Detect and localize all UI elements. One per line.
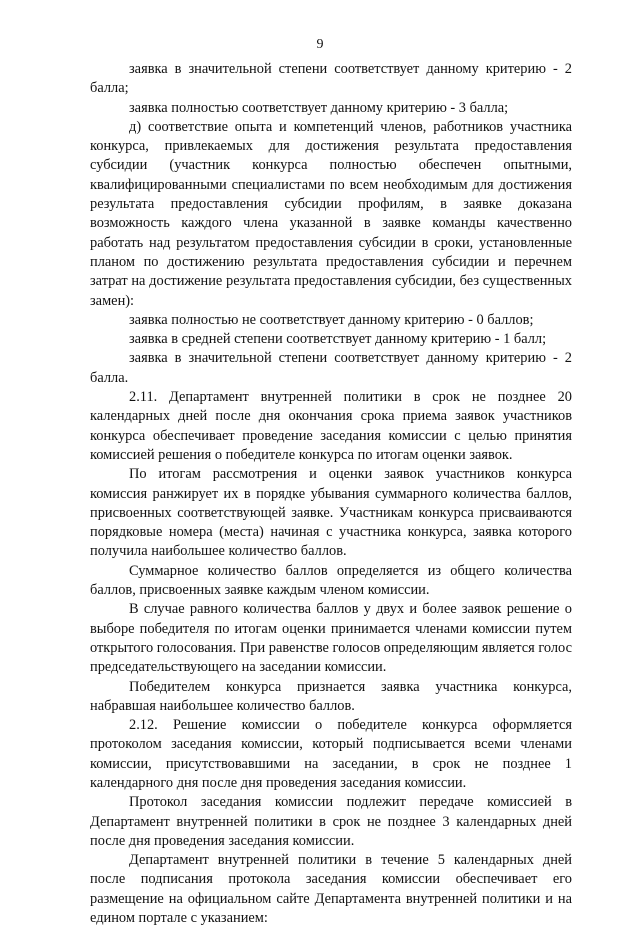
paragraph-ranking: По итогам рассмотрения и оценки заявок участников конкурса комиссия ранжирует их в порядке убывания суммарного количества баллов, присвоенных соответствующей заявке. Участникам конкурса присваиваются порядковые номера (места) начиная с участника конкурса, заявка которого получила наибольшее количество баллов. bbox=[90, 466, 572, 560]
paragraph-section-2-12: 2.12. Решение комиссии о победителе конкурса оформляется протоколом заседания комиссии, который подписывается всеми членами комиссии, присутствовавшими на заседании, в срок не позднее 1 календарного дня после дня проведения заседания комиссии. bbox=[90, 717, 572, 791]
document-body bbox=[90, 60, 572, 928]
paragraph-tie-vote: В случае равного количества баллов у двух и более заявок решение о выборе победителя по итогам оценки принимается членами комиссии путем открытого голосования. При равенстве голосов определяющим является голос председательствующего на заседании комиссии. bbox=[90, 601, 572, 676]
paragraph-section-2-11: 2.11. Департамент внутренней политики в срок не позднее 20 календарных дней после дня окончания срока приема заявок участников конкурса обеспечивает проведение заседания комиссии с целью принятия комиссией решения о победителе конкурса по итогам оценки заявок. bbox=[90, 389, 572, 463]
paragraph-criterion-score-3: заявка полностью соответствует данному критерию - 3 балла; bbox=[129, 99, 509, 116]
paragraph-criterion-score-2-final: заявка в значительной степени соответствует данному критерию - 2 балла. bbox=[90, 350, 572, 386]
paragraph-protocol-transfer: Протокол заседания комиссии подлежит передаче комиссией в Департамент внутренней политики в срок не позднее 3 календарных дней после дня проведения заседания комиссии. bbox=[90, 794, 572, 849]
paragraph-criterion-score-1: заявка в средней степени соответствует данному критерию - 1 балл; bbox=[129, 331, 547, 348]
paragraph-winner: Победителем конкурса признается заявка участника конкурса, набравшая наибольшее количество баллов. bbox=[90, 678, 572, 714]
paragraph-criterion-d: д) соответствие опыта и компетенций членов, работников участника конкурса, привлекаемых для достижения результата предоставления субсидии (участник конкурса полностью обеспечен опытными, квалифицированными специалистами по всем необходимым для достижения результата предоставления субсидии профилям, в заявке доказана возможность каждого члена указанной в заявке команды качественно работать над результатом предоставления субсидии в сроки, установленные планом по достижению результата предоставления субсидии и перечнем затрат на достижение результата предоставления субсидии, без существенных замен): bbox=[90, 118, 572, 309]
paragraph-criterion-score-0: заявка полностью не соответствует данному критерию - 0 баллов; bbox=[129, 311, 534, 328]
paragraph-total-score: Суммарное количество баллов определяется из общего количества баллов, присвоенных заявке каждым членом комиссии. bbox=[90, 562, 572, 599]
paragraph-publication: Департамент внутренней политики в течение 5 календарных дней после подписания протокола заседания комиссии обеспечивает его размещение на официальном сайте Департамента внутренней политики и на едином портале с указанием: bbox=[90, 852, 572, 927]
paragraph-criterion-score-2: заявка в значительной степени соответствует данному критерию - 2 балла; bbox=[90, 61, 572, 97]
page-number: 9 bbox=[316, 37, 324, 52]
